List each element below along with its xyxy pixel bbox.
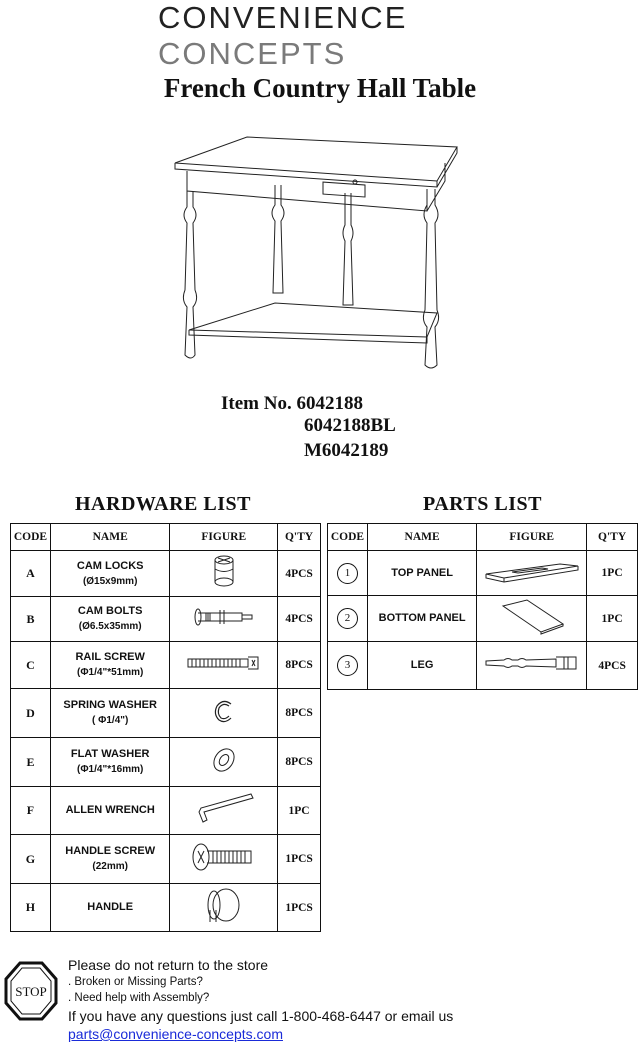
row-qty: 8PCS [278,738,321,787]
support-email-link[interactable]: parts@convenience-concepts.com [68,1026,283,1042]
hall-table-illustration [165,125,465,390]
row-name: BOTTOM PANEL [367,596,476,642]
row-figure [477,551,587,596]
table-row [11,642,321,689]
parts-list-title: PARTS LIST [423,493,542,515]
part-name: CAM BOLTS [77,605,143,617]
row-code: E [11,738,51,787]
row-name: TOP PANEL [367,551,476,596]
footer-do-not-return: Please do not return to the store [68,957,269,973]
row-code: H [11,884,51,932]
row-figure [170,787,278,835]
row-code: D [11,689,51,738]
footer-contact-line: If you have any questions just call 1-800-468-6447 or email us [68,1008,454,1024]
row-qty: 1PC [587,551,638,596]
part-name: SPRING WASHER [63,699,157,711]
table-row [328,596,638,642]
row-qty: 1PCS [278,884,321,932]
table-row [11,787,321,835]
row-figure [170,551,278,597]
part-name: HANDLE SCREW [65,845,156,857]
column-header-code: CODE [328,524,368,551]
part-name: FLAT WASHER [70,748,150,760]
footer-missing-parts: . Broken or Missing Parts? [68,976,203,988]
brand-name-line2: CONCEPTS [158,36,347,71]
table-row [11,597,321,642]
row-name [50,884,169,932]
footer-assembly-help: . Need help with Assembly? [68,992,210,1004]
stop-sign-icon [4,961,58,1021]
hardware-header-row [11,524,321,551]
part-number-circle: 2 [337,608,358,629]
column-header-qty: Q'TY [278,524,321,551]
part-spec: ( Φ1/4") [92,715,129,726]
row-qty: 8PCS [278,689,321,738]
row-code: A [11,551,51,597]
column-header-code: CODE [11,524,51,551]
table-row [11,551,321,597]
flat-washer-icon [209,745,239,775]
table-row [328,551,638,596]
table-row [11,884,321,932]
row-figure [170,689,278,738]
item-number-2: 6042188BL [304,415,396,436]
spring-washer-icon [209,696,239,726]
part-name: RAIL SCREW [75,651,145,663]
hardware-table [10,523,321,932]
part-spec: (22mm) [92,861,128,872]
bottom-panel-icon [497,596,567,636]
row-code [328,596,368,642]
row-code: G [11,835,51,884]
hardware-list-title: HARDWARE LIST [75,493,251,515]
leg-icon [482,651,582,675]
part-name: HANDLE [87,901,134,913]
row-name [50,835,169,884]
table-row [11,738,321,787]
row-code: F [11,787,51,835]
stop-sign-label: STOP [15,984,47,999]
row-figure [170,597,278,642]
column-header-name: NAME [50,524,169,551]
cam-lock-icon [204,552,244,590]
brand-name-line1: CONVENIENCE [158,0,408,35]
parts-header-row [328,524,638,551]
row-qty: 8PCS [278,642,321,689]
part-number-circle: 1 [337,563,358,584]
row-qty: 1PC [278,787,321,835]
handle-knob-icon [204,886,244,924]
row-name [50,787,169,835]
column-header-figure: FIGURE [477,524,587,551]
row-code [328,642,368,690]
part-spec: (Ø6.5x35mm) [78,621,142,632]
item-number-3: M6042189 [304,440,389,461]
rail-screw-icon [186,653,262,673]
row-name [50,597,169,642]
row-figure [170,835,278,884]
row-code [328,551,368,596]
row-qty: 4PCS [278,597,321,642]
row-figure [170,642,278,689]
table-row [11,835,321,884]
cam-bolt-icon [192,604,256,630]
row-figure [477,642,587,690]
row-figure [170,738,278,787]
part-name: ALLEN WRENCH [65,804,155,816]
part-name: CAM LOCKS [76,559,144,572]
row-code: C [11,642,51,689]
allen-wrench-icon [191,790,257,826]
handle-screw-icon [189,840,259,874]
row-name: LEG [367,642,476,690]
part-number-circle: 3 [337,655,358,676]
product-title: French Country Hall Table [163,73,477,103]
row-qty: 1PC [587,596,638,642]
row-code: B [11,597,51,642]
column-header-qty: Q'TY [587,524,638,551]
part-spec: (Ø15x9mm) [82,575,138,587]
row-name [50,689,169,738]
item-number-label: Item No. 6042188 [221,393,363,414]
table-row [328,642,638,690]
part-spec: (Φ1/4"*51mm) [77,667,144,678]
row-name [50,738,169,787]
table-row [11,689,321,738]
row-qty: 4PCS [587,642,638,690]
row-qty: 1PCS [278,835,321,884]
column-header-figure: FIGURE [170,524,278,551]
row-name [50,551,169,597]
part-spec: (Φ1/4"*16mm) [77,764,144,775]
row-qty: 4PCS [278,551,321,597]
top-panel-icon [482,556,582,586]
parts-table [327,523,638,690]
row-name [50,642,169,689]
row-figure [477,596,587,642]
row-figure [170,884,278,932]
column-header-name: NAME [367,524,476,551]
